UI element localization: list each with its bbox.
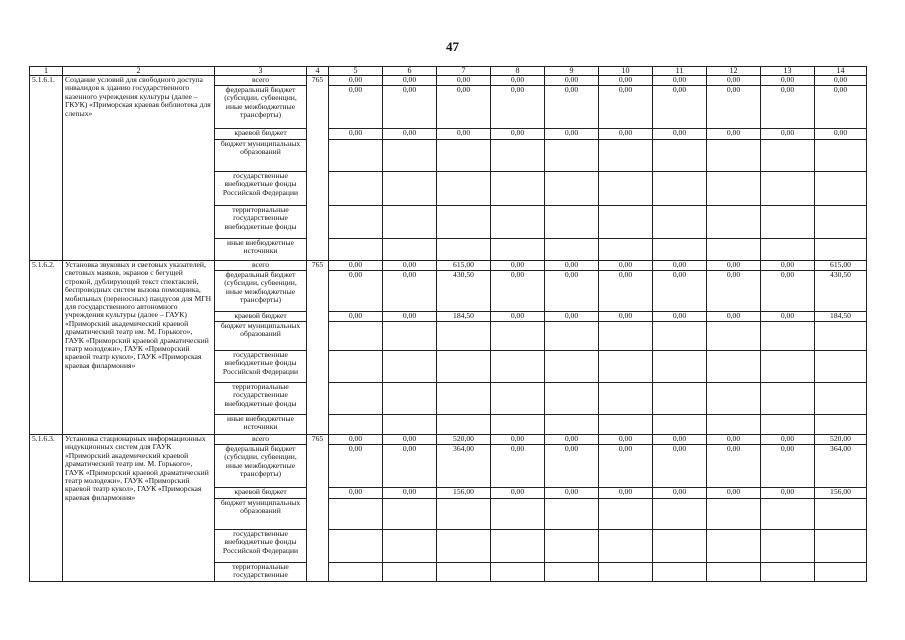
amount-cell: 0,00 [383, 86, 437, 129]
amount-cell [329, 206, 383, 239]
amount-cell: 520,00 [815, 435, 867, 445]
amount-cell: 0,00 [383, 271, 437, 312]
funding-source: государственные внебюджетные фонды Российской Федерации [215, 172, 307, 206]
amount-cell [653, 351, 707, 383]
amount-cell: 0,00 [815, 76, 867, 86]
amount-cell: 0,00 [599, 271, 653, 312]
funding-source: территориальные государственные [215, 563, 307, 582]
amount-cell [545, 239, 599, 261]
amount-cell [599, 239, 653, 261]
amount-cell [761, 563, 815, 582]
page-number: 47 [446, 39, 459, 54]
amount-cell: 0,00 [599, 435, 653, 445]
amount-cell [599, 172, 653, 206]
column-header: 11 [653, 67, 707, 76]
amount-cell [707, 206, 761, 239]
amount-cell: 0,00 [707, 312, 761, 322]
amount-cell [383, 206, 437, 239]
amount-cell [491, 563, 545, 582]
amount-cell [545, 563, 599, 582]
amount-cell: 0,00 [815, 86, 867, 129]
amount-cell [815, 499, 867, 530]
amount-cell: 0,00 [491, 488, 545, 499]
amount-cell [653, 140, 707, 172]
amount-cell [383, 322, 437, 351]
amount-cell [545, 322, 599, 351]
amount-cell [329, 322, 383, 351]
amount-cell [545, 140, 599, 172]
amount-cell: 0,00 [383, 445, 437, 488]
amount-cell: 0,00 [383, 435, 437, 445]
amount-cell: 0,00 [761, 271, 815, 312]
amount-cell [383, 415, 437, 435]
amount-cell: 0,00 [329, 445, 383, 488]
funding-source: иные внебюджетные источники [215, 415, 307, 435]
amount-cell: 0,00 [707, 488, 761, 499]
amount-cell [491, 530, 545, 563]
funding-source: бюджет муниципальных образований [215, 140, 307, 172]
amount-cell: 0,00 [383, 76, 437, 86]
amount-cell [707, 140, 761, 172]
column-header: 9 [545, 67, 599, 76]
amount-cell: 0,00 [707, 129, 761, 140]
amount-cell [545, 499, 599, 530]
funding-source: федеральный бюджет (субсидии, субвенции, иные межбюджетные трансферты) [215, 86, 307, 129]
amount-cell: 0,00 [707, 261, 761, 271]
amount-cell: 156,00 [815, 488, 867, 499]
amount-cell: 0,00 [329, 435, 383, 445]
amount-cell: 0,00 [761, 261, 815, 271]
amount-cell [761, 140, 815, 172]
amount-cell: 0,00 [761, 129, 815, 140]
amount-cell [761, 383, 815, 415]
amount-cell [761, 172, 815, 206]
amount-cell: 0,00 [653, 488, 707, 499]
funding-source: бюджет муниципальных образований [215, 499, 307, 530]
amount-cell [491, 351, 545, 383]
amount-cell [815, 322, 867, 351]
amount-cell [707, 563, 761, 582]
amount-cell [599, 415, 653, 435]
amount-cell: 0,00 [599, 261, 653, 271]
amount-cell [815, 140, 867, 172]
amount-cell: 0,00 [653, 435, 707, 445]
funding-source: всего [215, 435, 307, 445]
amount-cell: 184,50 [437, 312, 491, 322]
funding-source: территориальные государственные внебюджетные фонды [215, 383, 307, 415]
amount-cell: 0,00 [383, 488, 437, 499]
amount-cell [707, 499, 761, 530]
amount-cell: 0,00 [491, 312, 545, 322]
amount-cell [761, 322, 815, 351]
amount-cell: 0,00 [761, 488, 815, 499]
funding-source: территориальные государственные внебюджетные фонды [215, 206, 307, 239]
amount-cell [437, 322, 491, 351]
amount-cell [329, 415, 383, 435]
amount-cell: 0,00 [329, 261, 383, 271]
funding-source: краевой бюджет [215, 129, 307, 140]
funding-source: федеральный бюджет (субсидии, субвенции, иные межбюджетные трансферты) [215, 271, 307, 312]
amount-cell: 0,00 [599, 312, 653, 322]
column-header: 2 [63, 67, 215, 76]
agency-code: 765 [307, 261, 329, 435]
amount-cell [437, 383, 491, 415]
amount-cell [653, 206, 707, 239]
amount-cell [761, 415, 815, 435]
amount-cell: 0,00 [599, 445, 653, 488]
funding-source: краевой бюджет [215, 488, 307, 499]
amount-cell [491, 322, 545, 351]
funding-source: иные внебюджетные источники [215, 239, 307, 261]
amount-cell: 0,00 [653, 312, 707, 322]
amount-cell: 0,00 [545, 271, 599, 312]
funding-source: государственные внебюджетные фонды Российской Федерации [215, 351, 307, 383]
funding-source: всего [215, 76, 307, 86]
amount-cell: 0,00 [653, 271, 707, 312]
column-header: 7 [437, 67, 491, 76]
amount-cell: 0,00 [383, 261, 437, 271]
funding-source: федеральный бюджет (субсидии, субвенции, иные межбюджетные трансферты) [215, 445, 307, 488]
amount-cell [437, 172, 491, 206]
amount-cell: 0,00 [545, 488, 599, 499]
amount-cell [599, 563, 653, 582]
amount-cell [545, 383, 599, 415]
amount-cell: 0,00 [491, 129, 545, 140]
amount-cell [815, 415, 867, 435]
amount-cell [437, 499, 491, 530]
amount-cell: 0,00 [707, 76, 761, 86]
funding-source: краевой бюджет [215, 312, 307, 322]
amount-cell [599, 322, 653, 351]
amount-cell: 0,00 [437, 129, 491, 140]
amount-cell: 0,00 [491, 271, 545, 312]
amount-cell [383, 530, 437, 563]
amount-cell [491, 172, 545, 206]
amount-cell [707, 351, 761, 383]
amount-cell: 0,00 [329, 312, 383, 322]
amount-cell: 0,00 [383, 312, 437, 322]
amount-cell: 0,00 [599, 129, 653, 140]
amount-cell: 0,00 [545, 261, 599, 271]
amount-cell: 0,00 [545, 445, 599, 488]
column-header: 8 [491, 67, 545, 76]
amount-cell [545, 530, 599, 563]
amount-cell: 430,50 [437, 271, 491, 312]
amount-cell [329, 140, 383, 172]
amount-cell: 0,00 [491, 76, 545, 86]
amount-cell [383, 563, 437, 582]
column-header: 1 [30, 67, 63, 76]
column-header: 5 [329, 67, 383, 76]
amount-cell [815, 383, 867, 415]
amount-cell: 615,00 [815, 261, 867, 271]
amount-cell: 0,00 [491, 435, 545, 445]
amount-cell [545, 415, 599, 435]
amount-cell: 0,00 [491, 445, 545, 488]
measure-title: Установка стационарных информационных индукционных систем для ГАУК «Приморский академический краевой драматический театр им. М. Горького», ГАУК «Приморский краевой драматический театр молодежи», ГАУК «Приморский краевой театр кукол», ГАУК «Приморская краевая филармония» [63, 435, 215, 582]
amount-cell: 430,50 [815, 271, 867, 312]
amount-cell: 0,00 [545, 86, 599, 129]
amount-cell [437, 415, 491, 435]
amount-cell [653, 239, 707, 261]
amount-cell [599, 351, 653, 383]
amount-cell: 0,00 [599, 86, 653, 129]
amount-cell: 0,00 [329, 271, 383, 312]
amount-cell [815, 563, 867, 582]
amount-cell: 0,00 [545, 76, 599, 86]
amount-cell: 364,00 [815, 445, 867, 488]
amount-cell [815, 530, 867, 563]
amount-cell [491, 239, 545, 261]
amount-cell [491, 415, 545, 435]
amount-cell [653, 383, 707, 415]
amount-cell: 364,00 [437, 445, 491, 488]
amount-cell [545, 206, 599, 239]
amount-cell: 0,00 [707, 435, 761, 445]
amount-cell [599, 140, 653, 172]
amount-cell [653, 563, 707, 582]
table-row [30, 76, 867, 86]
budget-table [29, 66, 867, 582]
amount-cell: 0,00 [707, 445, 761, 488]
amount-cell: 0,00 [329, 86, 383, 129]
amount-cell: 0,00 [491, 261, 545, 271]
amount-cell: 0,00 [545, 435, 599, 445]
amount-cell [599, 530, 653, 563]
amount-cell [599, 499, 653, 530]
amount-cell [383, 383, 437, 415]
amount-cell: 0,00 [707, 86, 761, 129]
column-header: 14 [815, 67, 867, 76]
amount-cell [383, 499, 437, 530]
column-header: 4 [307, 67, 329, 76]
amount-cell [437, 563, 491, 582]
amount-cell [329, 172, 383, 206]
agency-code: 765 [307, 76, 329, 261]
amount-cell [491, 499, 545, 530]
amount-cell: 0,00 [329, 488, 383, 499]
amount-cell [329, 383, 383, 415]
amount-cell [383, 140, 437, 172]
amount-cell [761, 530, 815, 563]
amount-cell [653, 530, 707, 563]
amount-cell [653, 322, 707, 351]
amount-cell: 0,00 [761, 435, 815, 445]
amount-cell: 184,50 [815, 312, 867, 322]
amount-cell: 0,00 [329, 129, 383, 140]
header-row [30, 67, 867, 76]
amount-cell: 0,00 [653, 86, 707, 129]
table-row [30, 435, 867, 445]
amount-cell: 0,00 [761, 86, 815, 129]
amount-cell [545, 172, 599, 206]
amount-cell [383, 239, 437, 261]
amount-cell [815, 206, 867, 239]
amount-cell [437, 530, 491, 563]
amount-cell [761, 499, 815, 530]
amount-cell [815, 239, 867, 261]
column-header: 6 [383, 67, 437, 76]
amount-cell [437, 351, 491, 383]
amount-cell: 156,00 [437, 488, 491, 499]
funding-source: всего [215, 261, 307, 271]
amount-cell [329, 530, 383, 563]
amount-cell: 0,00 [761, 76, 815, 86]
amount-cell [761, 351, 815, 383]
amount-cell [599, 206, 653, 239]
row-number: 5.1.6.2. [30, 261, 63, 435]
amount-cell: 0,00 [761, 312, 815, 322]
amount-cell [707, 383, 761, 415]
amount-cell: 0,00 [653, 261, 707, 271]
amount-cell: 0,00 [653, 76, 707, 86]
amount-cell: 520,00 [437, 435, 491, 445]
amount-cell [437, 140, 491, 172]
amount-cell [761, 239, 815, 261]
amount-cell [437, 239, 491, 261]
amount-cell [329, 351, 383, 383]
amount-cell: 0,00 [545, 312, 599, 322]
row-number: 5.1.6.1. [30, 76, 63, 261]
amount-cell [329, 563, 383, 582]
amount-cell [707, 530, 761, 563]
amount-cell [599, 383, 653, 415]
measure-title: Установка звуковых и световых указателей, световых маяков, экранов с бегущей строкой, дублирующей текст спектаклей, беспроводных систем вызова помощника, мобильных (переносных) пандусов для МГН для государственного автономного учреждения культуры (далее – ГАУК) «Приморский академический краевой драматический театр им. М. Горького», ГАУК «Приморский краевой драматический театр молодежи», ГАУК «Приморский краевой театр кукол», ГАУК «Приморская краевая филармония» [63, 261, 215, 435]
amount-cell [707, 415, 761, 435]
amount-cell [491, 140, 545, 172]
amount-cell: 0,00 [383, 129, 437, 140]
measure-title: Создание условий для свободного доступа инвалидов к зданию государственного казенного учреждения культуры (далее – ГКУК) «Приморская краевая библиотека для слепых» [63, 76, 215, 261]
amount-cell [707, 322, 761, 351]
amount-cell [815, 172, 867, 206]
amount-cell [329, 239, 383, 261]
amount-cell: 0,00 [599, 488, 653, 499]
amount-cell: 0,00 [329, 76, 383, 86]
funding-source: бюджет муниципальных образований [215, 322, 307, 351]
row-number: 5.1.6.3. [30, 435, 63, 582]
amount-cell [653, 499, 707, 530]
table-body [30, 67, 867, 582]
amount-cell [761, 206, 815, 239]
amount-cell [329, 499, 383, 530]
amount-cell [653, 172, 707, 206]
column-header: 12 [707, 67, 761, 76]
amount-cell: 615,00 [437, 261, 491, 271]
amount-cell [383, 351, 437, 383]
amount-cell [707, 172, 761, 206]
amount-cell: 0,00 [653, 129, 707, 140]
amount-cell [545, 351, 599, 383]
amount-cell [491, 383, 545, 415]
table-row [30, 261, 867, 271]
amount-cell: 0,00 [761, 445, 815, 488]
amount-cell [707, 239, 761, 261]
amount-cell [491, 206, 545, 239]
amount-cell: 0,00 [815, 129, 867, 140]
amount-cell [383, 172, 437, 206]
amount-cell: 0,00 [599, 76, 653, 86]
funding-source: государственные внебюджетные фонды Российской Федерации [215, 530, 307, 563]
column-header: 3 [215, 67, 307, 76]
amount-cell [437, 206, 491, 239]
amount-cell: 0,00 [491, 86, 545, 129]
agency-code: 765 [307, 435, 329, 582]
amount-cell: 0,00 [437, 76, 491, 86]
amount-cell: 0,00 [545, 129, 599, 140]
amount-cell [653, 415, 707, 435]
amount-cell [815, 351, 867, 383]
amount-cell: 0,00 [707, 271, 761, 312]
amount-cell: 0,00 [653, 445, 707, 488]
column-header: 13 [761, 67, 815, 76]
amount-cell: 0,00 [437, 86, 491, 129]
column-header: 10 [599, 67, 653, 76]
